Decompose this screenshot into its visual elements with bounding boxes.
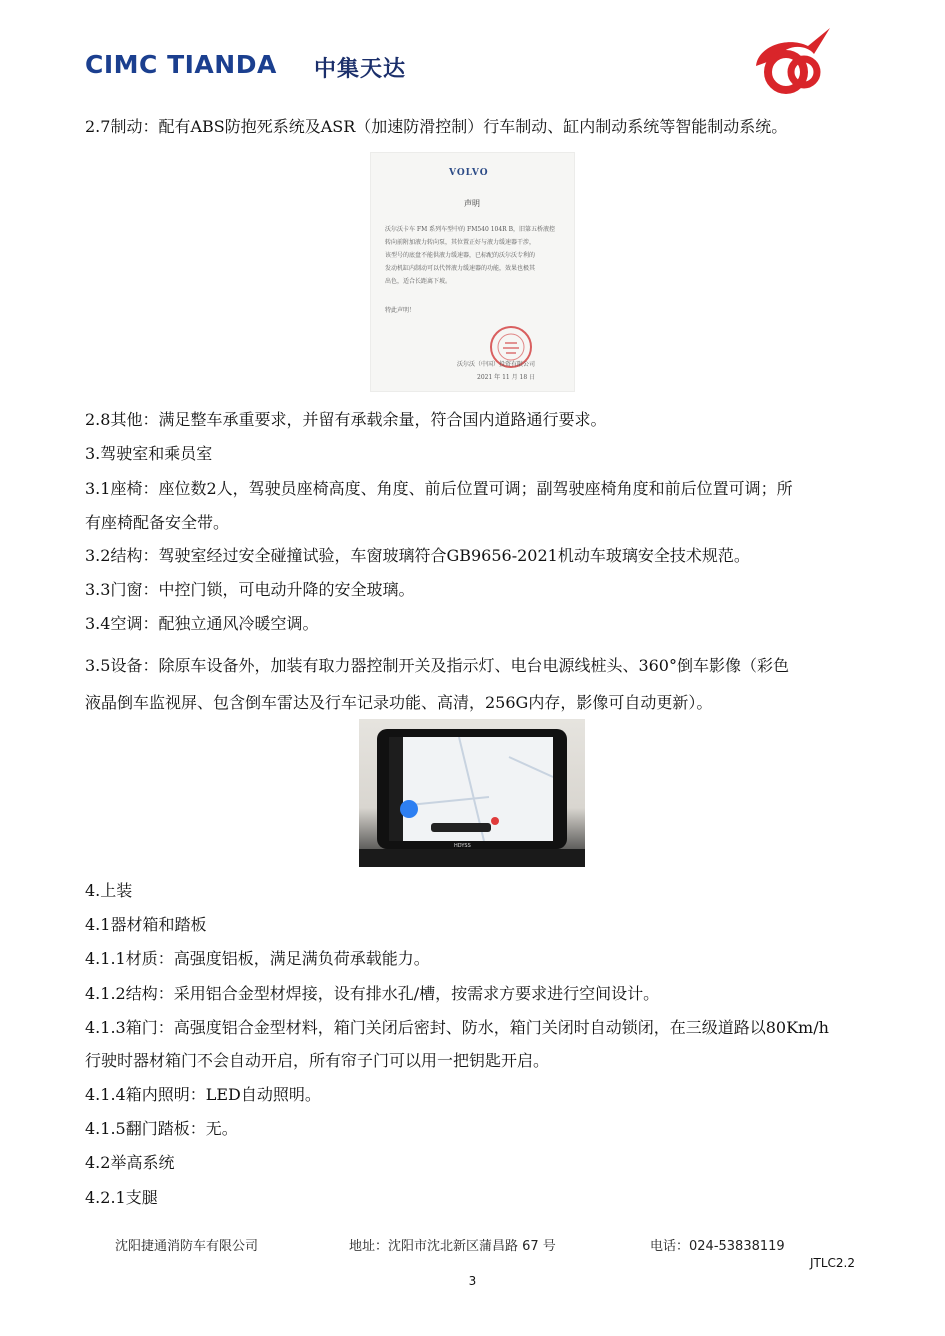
statement-line-3: 该型号的底盘不能供液力缓速器，已标配的沃尔沃专利的	[385, 252, 536, 259]
volvo-logo-text: VOLVO	[449, 168, 489, 178]
volvo-statement-image	[370, 152, 575, 392]
section-4-2-1-outrigger: 4.2.1支腿	[85, 1188, 158, 1207]
brand-wordmark-en: CIMC TIANDA	[85, 50, 277, 79]
section-3-1-seats-line1: 3.1座椅：座位数2人，驾驶员座椅高度、角度、前后位置可调；副驾驶座椅角度和前后位置可调；所	[85, 479, 793, 498]
section-3-heading: 3.驾驶室和乘员室	[85, 444, 213, 463]
brand-wordmark-cn: 中集天达	[314, 57, 407, 82]
section-2-7-braking: 2.7制动：配有ABS防抱死系统及ASR（加速防滑控制）行车制动、缸内制动系统等智能制动系统。	[85, 117, 788, 136]
footer-doc-code: JTLC2.2	[809, 1256, 855, 1270]
section-4-2-heading: 4.2举高系统	[85, 1153, 175, 1172]
monitor-screen-map	[389, 737, 553, 841]
statement-closing: 特此声明！	[385, 307, 416, 314]
section-4-1-1-material: 4.1.1材质：高强度铝板，满足满负荷承载能力。	[85, 949, 430, 968]
footer-company: 沈阳捷通消防车有限公司	[115, 1239, 259, 1254]
footer-phone: 电话：024-53838119	[650, 1239, 785, 1254]
statement-line-2: 转向前附加液力转向泵，其位置正好与液力缓速器干涉，	[385, 239, 536, 246]
statement-title: 声明	[464, 199, 480, 208]
page-number: 3	[468, 1274, 477, 1288]
section-4-1-heading: 4.1器材箱和踏板	[85, 915, 207, 934]
statement-line-1: 沃尔沃卡车 FM 系列车型中的 FM540 104R B，旧第五桥液控	[385, 226, 555, 233]
footer-address: 地址：沈阳市沈北新区蒲昌路 67 号	[349, 1239, 556, 1254]
statement-date: 2021 年 11 月 18 日	[477, 374, 536, 381]
statement-line-4: 发动机缸内制动可以代替液力缓速器的功能，效果也极其	[385, 265, 536, 272]
section-4-1-3-door-line2: 行驶时器材箱门不会自动开启，所有帘子门可以用一把钥匙开启。	[85, 1051, 550, 1070]
section-4-1-5-step: 4.1.5翻门踏板：无。	[85, 1119, 238, 1138]
statement-line-5: 出色，适合长距离下坡。	[385, 278, 452, 285]
section-4-heading: 4.上装	[85, 881, 133, 900]
section-4-1-4-lighting: 4.1.4箱内照明：LED自动照明。	[85, 1085, 321, 1104]
section-4-1-2-structure: 4.1.2结构：采用铝合金型材焊接，设有排水孔/槽，按需求方要求进行空间设计。	[85, 984, 660, 1003]
monitor-brand-label: HDYSS	[454, 843, 471, 849]
section-3-2-structure: 3.2结构：驾驶室经过安全碰撞试验，车窗玻璃符合GB9656-2021机动车玻璃安全技术规范。	[85, 546, 750, 565]
section-2-8-other: 2.8其他：满足整车承重要求，并留有承载余量，符合国内道路通行要求。	[85, 410, 607, 429]
section-3-3-doors: 3.3门窗：中控门锁，可电动升降的安全玻璃。	[85, 580, 415, 599]
section-3-4-aircon: 3.4空调：配独立通风冷暖空调。	[85, 614, 319, 633]
reverse-camera-monitor-photo	[359, 719, 585, 867]
section-3-5-equipment-line2: 液晶倒车监视屏、包含倒车雷达及行车记录功能、高清，256G内存，影像可自动更新）。	[85, 693, 713, 712]
cimc-tianda-logo-icon	[748, 26, 834, 94]
statement-signer: 沃尔沃（中国）投资有限公司	[457, 361, 536, 368]
section-3-1-seats-line2: 有座椅配备安全带。	[85, 513, 230, 532]
section-3-5-equipment-line1: 3.5设备：除原车设备外，加装有取力器控制开关及指示灯、电台电源线桩头、360°倒车影像（彩色	[85, 656, 789, 675]
section-4-1-3-door-line1: 4.1.3箱门：高强度铝合金型材料，箱门关闭后密封、防水，箱门关闭时自动锁闭，在三级道路以80Km/h	[85, 1018, 829, 1037]
dashboard-mount	[359, 849, 585, 867]
